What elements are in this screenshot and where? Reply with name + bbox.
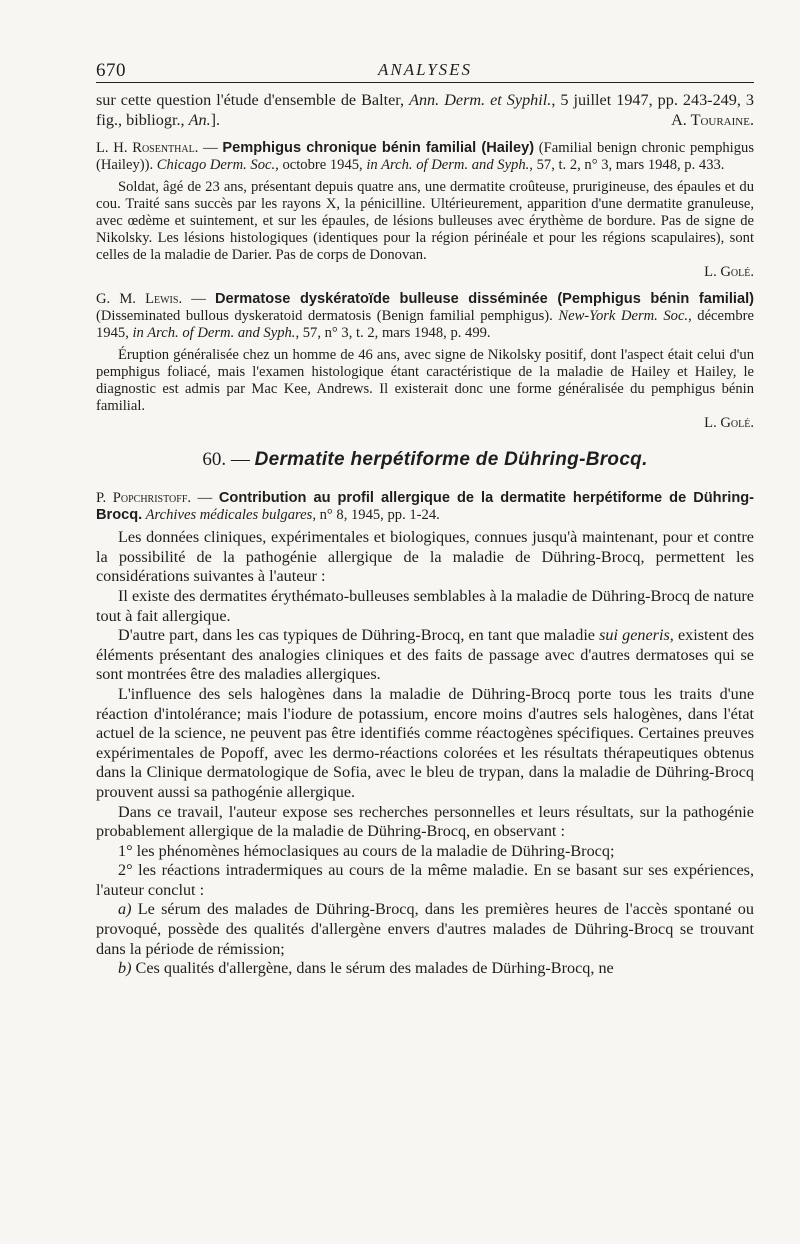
entry-reference: G. M. Lewis. — Dermatose dyskératoïde bulleuse disséminée (Pemphigus bénin familial) (Disseminated bullous dyskeratoid dermatosis (Benign familial pemphigus). New-York Derm. Soc., décembre 1945, in Arch. of Derm. and Syph., 57, n° 3, t. 2, mars 1948, p. 499. xyxy=(96,291,755,342)
signature: L. Golé. xyxy=(704,415,754,432)
entry-reference: L. H. Rosenthal. — Pemphigus chronique bénin familial (Hailey) (Familial benign chronic pemphigus (Hailey)). Chicago Derm. Soc., octobre 1945, in Arch. of Derm. and Syph., 57, t. 2, n° 3, mars 1948, p. 433. xyxy=(96,140,754,174)
entry-author: P. Popchristoff. xyxy=(96,490,192,507)
entry-title: Dermatose dyskératoïde bulleuse disséminée (Pemphigus bénin familial) xyxy=(214,291,754,308)
section-heading: 60. — Dermatite herpétiforme de Dühring-Brocq. xyxy=(202,449,648,471)
signature: L. Golé. xyxy=(704,264,754,281)
entry-title: Pemphigus chronique bénin familial (Hailey) xyxy=(222,140,535,157)
entry-body: Soldat, âgé de 23 ans, présentant depuis quatre ans, une dermatite croûteuse, prurigineuse, des épaules et du cou. Traité sans succès par les rayons X, la pénicilline. Ultérieurement, apparition d'une dermatite granuleuse, avec œdème et suintement, et sur les épaules, de lésions bulleuses avec érythème de bordure. Pas de signe de Nikolsky. Les lésions histologiques (identiques pour la région périnéale et pour les régions scapulaires), sont celles de la maladie de Darier. Pas de corps de Donovan. xyxy=(96,179,754,264)
paragraph: L'influence des sels halogènes dans la maladie de Dühring-Brocq porte tous les traits d'une réaction d'intolérance; mais l'iodure de potassium, encore moins d'autres sels halogènes, dans l'état actuel de la science, ne peuvent pas être identifiés comme réactogènes spécifiques. Certaines preuves expérimentales de Popoff, avec les dermo-réactions colorées et les résultats thérapeutiques obtenus dans la Clinique dermatologique de Sofia, avec le bleu de trypan, dans la maladie de Dühring-Brocq prouvent aussi sa pathogénie allergique. xyxy=(96,684,754,801)
running-title: ANALYSES xyxy=(377,60,473,79)
page-header xyxy=(96,60,754,83)
entry-author: L. H. Rosenthal. xyxy=(96,140,199,157)
entry-body: Éruption généralisée chez un homme de 46 ans, avec signe de Nikolsky positif, dont l'aspect était celui d'un pemphigus foliacé, mais l'examen histologique étant caractéristique de la maladie de Hailey et Hailey, le diagnostic est admis par Mac Kee, Andrews. Il existerait donc une forme généralisée du pemphigus bénin familial. xyxy=(96,347,754,415)
previous-entry-continuation: sur cette question l'étude d'ensemble de Balter, Ann. Derm. et Syphil., 5 juillet 1947, pp. 243-249, 3 fig., bibliogr., An.]. A. Touraine. xyxy=(96,91,754,129)
paragraph: Dans ce travail, l'auteur expose ses recherches personnelles et leurs résultats, sur la pathogénie probablement allergique de la maladie de Dühring-Brocq, en observant : xyxy=(96,802,754,841)
section-title: Dermatite herpétiforme de Dühring-Brocq. xyxy=(254,449,648,471)
paragraph: Il existe des dermatites érythémato-bulleuses semblables à la maladie de Dühring-Brocq de nature tout à fait allergique. xyxy=(96,586,754,625)
document-page xyxy=(96,60,754,979)
list-item: 1° les phénomènes hémoclasiques au cours de la maladie de Dühring-Brocq; xyxy=(118,841,615,860)
entry-author: G. M. Lewis. xyxy=(96,291,183,308)
entry-title: Contribution au profil allergique de la dermatite herpétiforme de Dühring-Brocq. xyxy=(96,490,755,524)
list-item: a) Le sérum des malades de Dühring-Brocq, dans les premières heures de l'accès spontané ou provoqué, possède des qualités d'allergène envers d'autres malades de Dühring-Brocq se trouvant dans la période de rémission; xyxy=(96,900,754,958)
signature: A. Touraine. xyxy=(671,110,754,129)
paragraph: Les données cliniques, expérimentales et biologiques, connues jusqu'à maintenant, pour et contre la possibilité de la pathogénie allergique de la maladie de Dühring-Brocq, permettent les considérations suivantes à l'auteur : xyxy=(96,528,754,586)
paragraph: D'autre part, dans les cas typiques de Dühring-Brocq, en tant que maladie sui generis, existent des éléments présentant des analogies cliniques et des faits de passage avec d'autres dermatoses qui se sont montrées être des maladies allergiques. xyxy=(96,626,754,684)
entry-reference: P. Popchristoff. — Contribution au profil allergique de la dermatite herpétiforme de Dühring-Brocq. Archives médicales bulgares, n° 8, 1945, pp. 1-24. xyxy=(96,490,755,524)
list-item: b) Ces qualités d'allergène, dans le sérum des malades de Dürhing-Brocq, ne xyxy=(118,959,614,978)
list-item: 2° les réactions intradermiques au cours de la même maladie. En se basant sur ses expériences, l'auteur conclut : xyxy=(96,861,754,899)
page-number: 670 xyxy=(96,60,126,81)
section-number: 60. xyxy=(202,449,227,471)
